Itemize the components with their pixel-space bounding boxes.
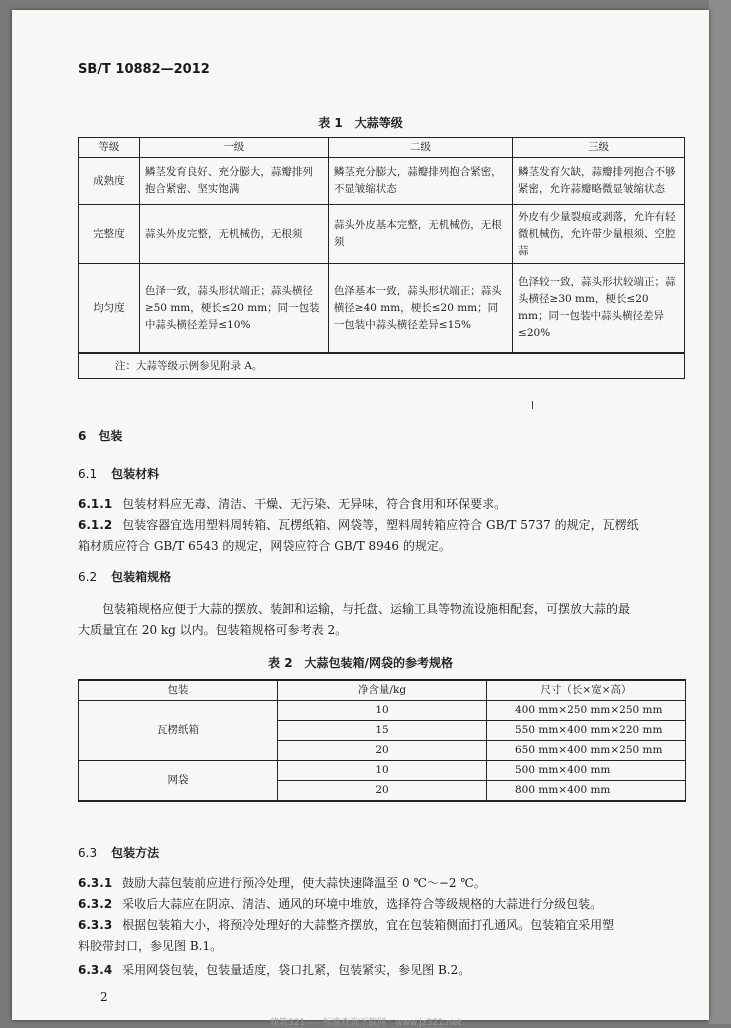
clause-text-line2: 料胶带封口，参见图 B.1。 [78, 939, 223, 953]
table1-header-row [79, 138, 685, 158]
net-weight: 10 [278, 761, 487, 781]
table1-row-uniformity [79, 264, 685, 354]
clause-text: 包装材料应无毒、清洁、干燥、无污染、无异味，符合食用和环保要求。 [122, 497, 507, 511]
clause-number: 6.3.3 [78, 918, 113, 932]
row-label: 均匀度 [79, 264, 140, 354]
table-cell: 鳞茎发育良好、充分膨大，蒜瓣排列抱合紧密、坚实饱满 [139, 158, 328, 205]
table-cell: 色泽基本一致，蒜头形状端正；蒜头横径≥40 mm，梗长≤20 mm；同一包装中蒜头横径差异≤15% [328, 264, 512, 354]
section-6-3-heading [78, 844, 159, 861]
clause-text: 采收后大蒜应在阴凉、清洁、通风的环境中堆放，选择符合等级规格的大蒜进行分级包装。 [122, 897, 603, 911]
clause-number: 6.3.1 [78, 876, 113, 890]
dimensions: 550 mm×400 mm×220 mm [487, 721, 686, 741]
section-6-1-heading [78, 465, 159, 482]
table-row [79, 701, 686, 721]
garlic-grade-table [78, 137, 685, 379]
clause-6-3-3 [78, 915, 690, 957]
clause-6-3-1 [78, 873, 690, 894]
clause-number: 6.3.4 [78, 963, 113, 977]
clause-text-line1: 包装容器宜选用塑料周转箱、瓦楞纸箱、网袋等，塑料周转箱应符合 GB/T 5737 的规定，瓦楞纸 [122, 518, 639, 532]
dimensions: 650 mm×400 mm×250 mm [487, 741, 686, 761]
dimensions: 800 mm×400 mm [487, 781, 686, 802]
package-type: 瓦楞纸箱 [79, 701, 278, 761]
clause-text: 鼓励大蒜包装前应进行预冷处理，使大蒜快速降温至 0 ℃～−2 ℃。 [122, 876, 486, 890]
net-weight: 20 [278, 741, 487, 761]
table1-note: 注：大蒜等级示例参见附录 A。 [79, 353, 685, 379]
section-number: 6.3 [78, 846, 98, 860]
table1-header-third: 三级 [513, 138, 685, 158]
clause-text: 采用网袋包装，包装量适度，袋口扎紧，包装紧实，参见图 B.2。 [122, 963, 471, 977]
table2-caption: 表 2 大蒜包装箱/网袋的参考规格 [268, 656, 453, 670]
clause-number: 6.3.2 [78, 897, 113, 911]
table-cell: 色泽较一致，蒜头形状较端正；蒜头横径≥30 mm，梗长≤20 mm；同一包装中蒜头横径差异≤20% [513, 264, 685, 354]
row-label: 完整度 [79, 205, 140, 264]
net-weight: 10 [278, 701, 487, 721]
footer-watermark-link[interactable]: 建筑321——标准查询下载网 www.jz321.net [270, 1018, 462, 1028]
table-cell: 鳞茎发育欠缺，蒜瓣排列抱合不够紧密，允许蒜瓣略微显皱缩状态 [513, 158, 685, 205]
clause-number: 6.1.1 [78, 497, 113, 511]
table2-header-size: 尺寸（长×宽×高） [487, 680, 686, 701]
standard-number-header: SB/T 10882—2012 [78, 62, 210, 77]
net-weight: 20 [278, 781, 487, 802]
clause-6-1-2 [78, 515, 690, 557]
clause-6-1-1 [78, 494, 690, 515]
clause-6-3-2 [78, 894, 690, 915]
section-title: 包装方法 [111, 846, 160, 860]
table-cell: 色泽一致，蒜头形状端正；蒜头横径≥50 mm，梗长≤20 mm；同一包装中蒜头横径差异≤10% [139, 264, 328, 354]
section-6-2-heading [78, 568, 171, 585]
scroll-bar[interactable] [709, 0, 731, 1024]
clause-6-2-text [78, 599, 690, 641]
section-title: 包装材料 [111, 467, 160, 481]
clause-text-line1: 根据包装箱大小，将预冷处理好的大蒜整齐摆放，宜在包装箱侧面打孔通风。包装箱宜采用塑 [122, 918, 615, 932]
document-page [12, 10, 709, 1028]
section-number: 6.1 [78, 467, 98, 481]
table1-row-maturity [79, 158, 685, 205]
table1-row-integrity [79, 205, 685, 264]
table-cell: 外皮有少量裂痕或剥落，允许有轻微机械伤，允许带少量根须、空腔蒜 [513, 205, 685, 264]
page-number: 2 [100, 990, 108, 1004]
table-cell: 鳞茎充分膨大，蒜瓣排列抱合紧密，不显皱缩状态 [328, 158, 512, 205]
table2-header-weight: 净含量/kg [278, 680, 487, 701]
table-row [79, 761, 686, 781]
table2-header-package: 包装 [79, 680, 278, 701]
table1-caption: 表 1 大蒜等级 [318, 116, 403, 130]
table-cell: 蒜头外皮基本完整，无机械伤，无根须 [328, 205, 512, 264]
dimensions: 500 mm×400 mm [487, 761, 686, 781]
section-6-title: 6 包装 [78, 429, 123, 443]
table1-header-first: 一级 [139, 138, 328, 158]
row-label: 成熟度 [79, 158, 140, 205]
table1-header-grade: 等级 [79, 138, 140, 158]
clause-text-line2: 箱材质应符合 GB/T 6543 的规定，网袋应符合 GB/T 8946 的规定。 [78, 539, 451, 553]
net-weight: 15 [278, 721, 487, 741]
paragraph-line2: 大质量宜在 20 kg 以内。包装箱规格可参考表 2。 [78, 623, 348, 637]
table1-header-second: 二级 [328, 138, 512, 158]
packaging-spec-table [78, 679, 686, 802]
paragraph-line1: 包装箱规格应便于大蒜的摆放、装卸和运输，与托盘、运输工具等物流设施相配套，可摆放大蒜的最 [102, 602, 631, 616]
clause-number: 6.1.2 [78, 518, 113, 532]
clause-6-3-4 [78, 960, 690, 981]
scan-mark [532, 401, 533, 409]
section-title: 包装箱规格 [111, 570, 172, 584]
dimensions: 400 mm×250 mm×250 mm [487, 701, 686, 721]
table2-header-row [79, 680, 686, 701]
package-type: 网袋 [79, 761, 278, 802]
table1-note-row [79, 353, 685, 379]
table-cell: 蒜头外皮完整，无机械伤，无根须 [139, 205, 328, 264]
section-number: 6.2 [78, 570, 98, 584]
